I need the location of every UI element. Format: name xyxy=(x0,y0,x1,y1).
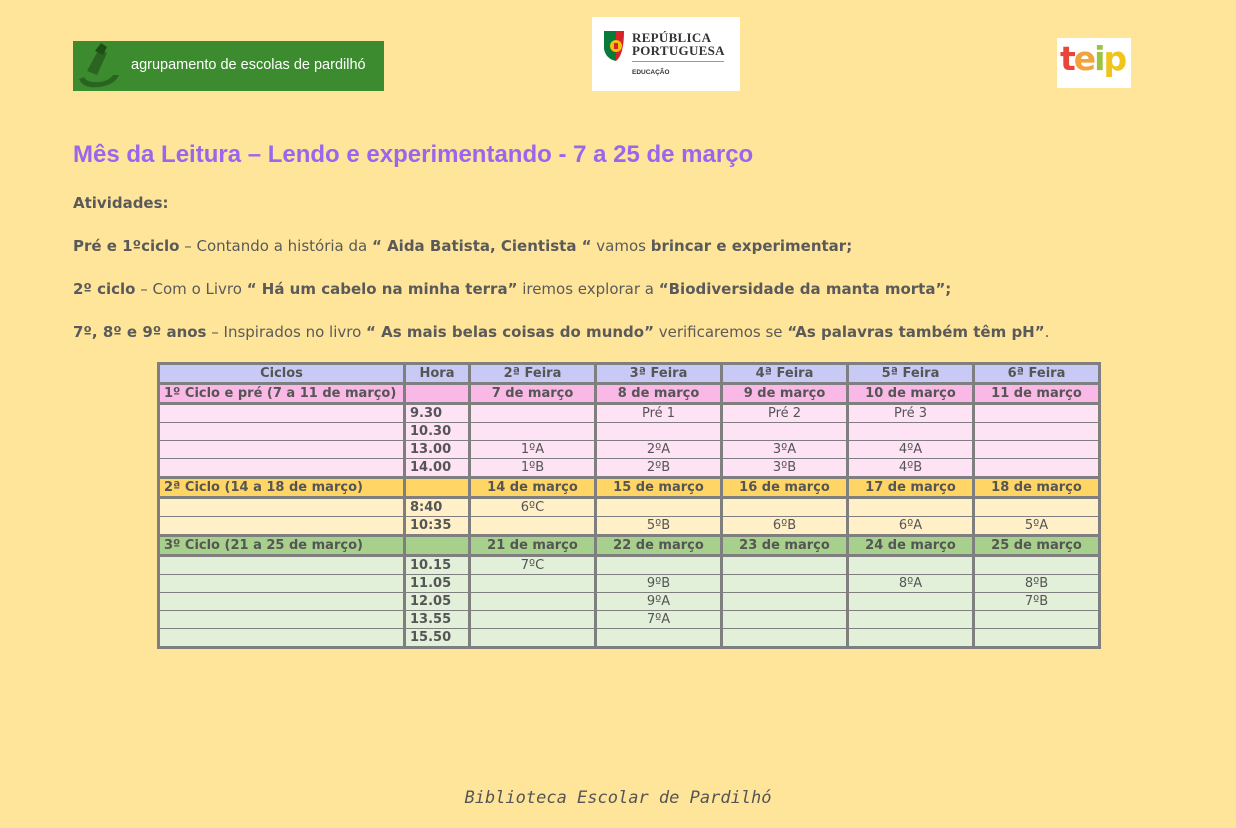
column-header-ciclos: Ciclos xyxy=(159,364,405,384)
hora-cell: 9.30 xyxy=(405,404,470,423)
ciclo-cell xyxy=(159,611,405,629)
republica-portuguesa-logo xyxy=(592,17,740,91)
group-hora-cell xyxy=(405,384,470,404)
class-cell: Pré 3 xyxy=(848,404,974,423)
group-date: 17 de março xyxy=(848,478,974,498)
hora-cell: 11.05 xyxy=(405,575,470,593)
hora-cell: 12.05 xyxy=(405,593,470,611)
group-date: 24 de março xyxy=(848,536,974,556)
page-title: Mês da Leitura – Lendo e experimentando - 7 a 25 de março xyxy=(73,141,754,168)
class-cell: 2ºB xyxy=(596,459,722,478)
ciclo-cell xyxy=(159,459,405,478)
table-row xyxy=(159,404,1100,423)
class-cell xyxy=(722,498,848,517)
class-cell: 2ºA xyxy=(596,441,722,459)
class-cell xyxy=(470,593,596,611)
class-cell: 1ºA xyxy=(470,441,596,459)
school-logo-text: agrupamento de escolas de pardilhó xyxy=(131,57,366,73)
group-title: 2ª Ciclo (14 a 18 de março) xyxy=(159,478,405,498)
class-cell xyxy=(974,556,1100,575)
class-cell xyxy=(722,629,848,648)
republica-portuguesa-text: REPÚBLICA PORTUGUESA xyxy=(632,30,725,58)
group-date: 23 de março xyxy=(722,536,848,556)
class-cell: 8ºB xyxy=(974,575,1100,593)
column-header-3a-feira: 3ª Feira xyxy=(596,364,722,384)
class-cell: 6ºA xyxy=(848,517,974,536)
group-header-row xyxy=(159,536,1100,556)
ciclo-cell xyxy=(159,517,405,536)
ciclo-cell xyxy=(159,441,405,459)
class-cell: 7ºB xyxy=(974,593,1100,611)
class-cell: 5ºB xyxy=(596,517,722,536)
class-cell xyxy=(596,423,722,441)
hora-cell: 13.00 xyxy=(405,441,470,459)
ciclo-cell xyxy=(159,575,405,593)
teip-logo xyxy=(1057,38,1131,88)
class-cell xyxy=(470,423,596,441)
ciclo-cell xyxy=(159,593,405,611)
class-cell xyxy=(848,423,974,441)
table-row xyxy=(159,423,1100,441)
group-header-row xyxy=(159,478,1100,498)
class-cell xyxy=(470,404,596,423)
ciclo-cell xyxy=(159,629,405,648)
class-cell xyxy=(974,629,1100,648)
hora-cell: 14.00 xyxy=(405,459,470,478)
ciclo-cell xyxy=(159,423,405,441)
class-cell: 6ºC xyxy=(470,498,596,517)
educacao-text: EDUCAÇÃO xyxy=(632,69,670,76)
class-cell xyxy=(974,441,1100,459)
activities-label: Atividades: xyxy=(73,194,169,212)
class-cell xyxy=(470,629,596,648)
column-header-5a-feira: 5ª Feira xyxy=(848,364,974,384)
ciclo-cell xyxy=(159,498,405,517)
table-row xyxy=(159,556,1100,575)
column-header-6a-feira: 6ª Feira xyxy=(974,364,1100,384)
table-row xyxy=(159,498,1100,517)
class-cell: 6ºB xyxy=(722,517,848,536)
class-cell xyxy=(596,556,722,575)
class-cell xyxy=(722,575,848,593)
class-cell xyxy=(470,575,596,593)
group-date: 7 de março xyxy=(470,384,596,404)
table-row xyxy=(159,517,1100,536)
class-cell: 3ºA xyxy=(722,441,848,459)
class-cell xyxy=(974,611,1100,629)
table-row xyxy=(159,593,1100,611)
class-cell: 7ºA xyxy=(596,611,722,629)
class-cell: 3ºB xyxy=(722,459,848,478)
class-cell xyxy=(722,423,848,441)
hora-cell: 15.50 xyxy=(405,629,470,648)
teip-logo-mark: teip xyxy=(1060,39,1126,78)
ciclo-cell xyxy=(159,556,405,575)
table-row xyxy=(159,629,1100,648)
class-cell: 9ºA xyxy=(596,593,722,611)
class-cell xyxy=(722,611,848,629)
group-date: 8 de março xyxy=(596,384,722,404)
footer-text: Biblioteca Escolar de Pardilhó xyxy=(464,788,772,808)
activity-line-3: 7º, 8º e 9º anos – Inspirados no livro “ As mais belas coisas do mundo” verificaremos se “As palavras também têm pH”. xyxy=(73,323,1050,341)
table-header-row xyxy=(159,364,1100,384)
class-cell xyxy=(848,593,974,611)
group-date: 18 de março xyxy=(974,478,1100,498)
table-row xyxy=(159,611,1100,629)
class-cell xyxy=(848,556,974,575)
class-cell xyxy=(470,611,596,629)
activity-line-2: 2º ciclo – Com o Livro “ Há um cabelo na minha terra” iremos explorar a “Biodiversidade da manta morta”; xyxy=(73,280,952,298)
class-cell xyxy=(596,498,722,517)
hora-cell: 8:40 xyxy=(405,498,470,517)
class-cell xyxy=(848,629,974,648)
table-row xyxy=(159,575,1100,593)
group-date: 21 de março xyxy=(470,536,596,556)
class-cell: Pré 1 xyxy=(596,404,722,423)
ciclo-cell xyxy=(159,404,405,423)
group-hora-cell xyxy=(405,536,470,556)
group-date: 25 de março xyxy=(974,536,1100,556)
class-cell: 5ºA xyxy=(974,517,1100,536)
class-cell xyxy=(974,498,1100,517)
activity-line-1: Pré e 1ºciclo – Contando a história da “ Aida Batista, Cientista “ vamos brincar e experimentar; xyxy=(73,237,853,255)
class-cell: Pré 2 xyxy=(722,404,848,423)
column-header-2a-feira: 2ª Feira xyxy=(470,364,596,384)
hora-cell: 10:35 xyxy=(405,517,470,536)
table-row xyxy=(159,441,1100,459)
group-date: 15 de março xyxy=(596,478,722,498)
class-cell xyxy=(848,611,974,629)
column-header-hora: Hora xyxy=(405,364,470,384)
logo-divider xyxy=(632,61,724,62)
group-date: 9 de março xyxy=(722,384,848,404)
group-title: 3º Ciclo (21 a 25 de março) xyxy=(159,536,405,556)
group-date: 10 de março xyxy=(848,384,974,404)
class-cell xyxy=(974,459,1100,478)
group-header-row xyxy=(159,384,1100,404)
class-cell: 4ºB xyxy=(848,459,974,478)
schedule-table xyxy=(157,362,1101,649)
table-row xyxy=(159,459,1100,478)
group-date: 22 de março xyxy=(596,536,722,556)
group-date: 16 de março xyxy=(722,478,848,498)
class-cell xyxy=(848,498,974,517)
class-cell xyxy=(974,404,1100,423)
column-header-4a-feira: 4ª Feira xyxy=(722,364,848,384)
class-cell xyxy=(596,629,722,648)
portuguese-emblem-icon xyxy=(602,29,626,63)
school-logo xyxy=(73,41,384,91)
class-cell xyxy=(722,556,848,575)
class-cell: 4ºA xyxy=(848,441,974,459)
school-emblem-icon xyxy=(73,41,123,91)
hora-cell: 10.30 xyxy=(405,423,470,441)
hora-cell: 13.55 xyxy=(405,611,470,629)
class-cell: 8ºA xyxy=(848,575,974,593)
class-cell: 1ºB xyxy=(470,459,596,478)
hora-cell: 10.15 xyxy=(405,556,470,575)
group-date: 11 de março xyxy=(974,384,1100,404)
group-hora-cell xyxy=(405,478,470,498)
class-cell xyxy=(974,423,1100,441)
group-date: 14 de março xyxy=(470,478,596,498)
class-cell xyxy=(470,517,596,536)
class-cell: 7ºC xyxy=(470,556,596,575)
group-title: 1º Ciclo e pré (7 a 11 de março) xyxy=(159,384,405,404)
class-cell: 9ºB xyxy=(596,575,722,593)
class-cell xyxy=(722,593,848,611)
